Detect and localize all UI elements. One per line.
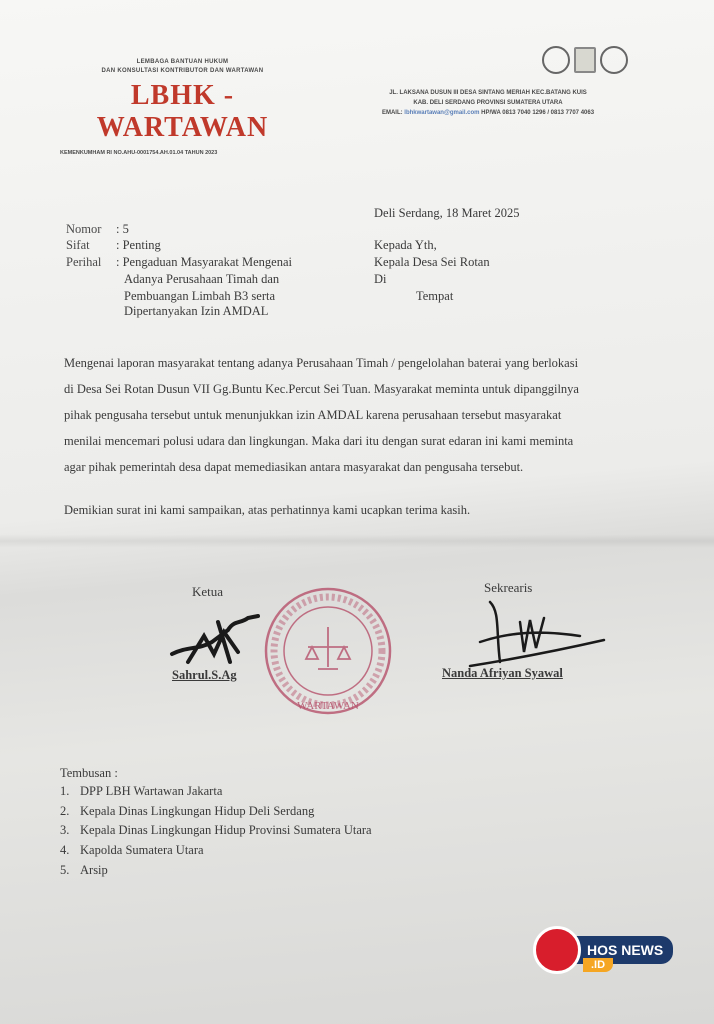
body-line-4: menilai mencemari polusi udara dan lingkungan. Maka dari itu dengan surat edaran ini kami meminta xyxy=(64,434,574,448)
body-line-2: di Desa Sei Rotan Dusun VII Gg.Buntu Kec.Percut Sei Tuan. Masyarakat meminta untuk dipanggilnya xyxy=(64,382,579,396)
perihal-label: Perihal xyxy=(66,255,102,269)
perihal-line-4: Dipertanyakan Izin AMDAL xyxy=(124,304,269,318)
address-line-1: JL. LAKSANA DUSUN III DESA SINTANG MERIAH KEC.BATANG KUIS xyxy=(389,90,587,96)
recipient-line-1: Kepada Yth, xyxy=(374,238,437,252)
signature-right-scribble xyxy=(460,592,610,672)
cc-item xyxy=(60,863,108,878)
cc-number: 4. xyxy=(60,843,70,857)
cc-number: 5. xyxy=(60,863,70,877)
org-line-2: DAN KONSULTASI KONTRIBUTOR DAN WARTAWAN xyxy=(101,68,264,74)
body-line-3: pihak pengusaha tersebut untuk menunjukkan izin AMDAL karena perusahaan tersebut masyarakat xyxy=(64,408,562,422)
nomor-label: Nomor xyxy=(66,222,102,236)
recipient-tempat: Tempat xyxy=(416,289,454,303)
cc-text: Kepala Dinas Lingkungan Hidup Deli Serdang xyxy=(80,804,315,818)
org-line-1: LEMBAGA BANTUAN HUKUM xyxy=(136,59,229,65)
address-line-2: KAB. DELI SERDANG PROVINSI SUMATERA UTARA xyxy=(413,100,563,106)
org-registration: KEMENKUMHAM RI NO.AHU-0001754.AH.01.04 TAHUN 2023 xyxy=(60,150,218,156)
organization-seal-icon xyxy=(600,46,628,74)
contact-line xyxy=(318,108,658,118)
signature-name-right: Nanda Afriyan Syawal xyxy=(442,666,563,680)
signature-title-left: Ketua xyxy=(192,584,224,599)
cc-text: DPP LBH Wartawan Jakarta xyxy=(80,784,223,798)
email-label: EMAIL: xyxy=(381,110,403,116)
place-date: Deli Serdang, 18 Maret 2025 xyxy=(374,206,520,220)
letterhead-left xyxy=(60,58,305,156)
body-line-5: agar pihak pemerintah desa dapat memediasikan antara masyarakat dan pengusaha tersebut. xyxy=(64,460,524,474)
closing-line: Demikian surat ini kami sampaikan, atas perhatinnya kami ucapkan terima kasih. xyxy=(64,503,471,517)
cc-text: Kapolda Sumatera Utara xyxy=(80,843,204,857)
ministry-emblem-icon xyxy=(574,47,596,73)
cc-text: Kepala Dinas Lingkungan Hidup Provinsi Sumatera Utara xyxy=(80,823,372,837)
letterhead-address xyxy=(318,88,658,118)
cc-item xyxy=(60,804,314,819)
email-address: lbhkwartawan@gmail.com xyxy=(404,110,480,116)
org-name: LBHK - WARTAWAN xyxy=(96,80,269,143)
cc-number: 1. xyxy=(60,784,70,798)
perihal-line-3: Pembuangan Limbah B3 serta xyxy=(124,289,276,303)
cc-text: Arsip xyxy=(80,863,108,877)
stamp-text: WARTAWAN xyxy=(297,700,359,712)
sifat-value: : Penting xyxy=(116,238,161,252)
phone-number: HP/WA 0813 7040 1296 / 0813 7707 4063 xyxy=(481,110,595,116)
tembusan-label: Tembusan : xyxy=(60,766,118,780)
perihal-line-1: : Pengaduan Masyarakat Mengenai xyxy=(116,255,292,269)
brand-name: HOS NEWS xyxy=(569,936,673,964)
signature-title-right: Sekrearis xyxy=(484,580,533,595)
cc-number: 2. xyxy=(60,804,70,818)
recipient-line-2: Kepala Desa Sei Rotan xyxy=(374,255,490,269)
cc-number: 3. xyxy=(60,823,70,837)
justice-emblem-icon xyxy=(542,46,570,74)
body-line-1: Mengenai laporan masyarakat tentang adanya Perusahaan Timah / pengelolahan baterai yang berlokasi xyxy=(64,356,579,370)
cc-item xyxy=(60,784,222,799)
signature-left-scribble xyxy=(168,602,268,672)
sifat-label: Sifat xyxy=(66,238,90,252)
brand-globe-icon xyxy=(533,926,581,974)
nomor-value: : 5 xyxy=(116,222,129,236)
cc-item xyxy=(60,843,204,858)
paper-fold xyxy=(0,534,714,548)
cc-item xyxy=(60,823,372,838)
recipient-line-3: Di xyxy=(374,272,387,286)
brand-suffix: .ID xyxy=(583,958,613,972)
letterhead-logos xyxy=(542,46,628,74)
perihal-line-2: Adanya Perusahaan Timah dan xyxy=(124,272,280,286)
signature-name-left: Sahrul.S.Ag xyxy=(172,668,237,682)
organization-stamp xyxy=(262,585,394,717)
